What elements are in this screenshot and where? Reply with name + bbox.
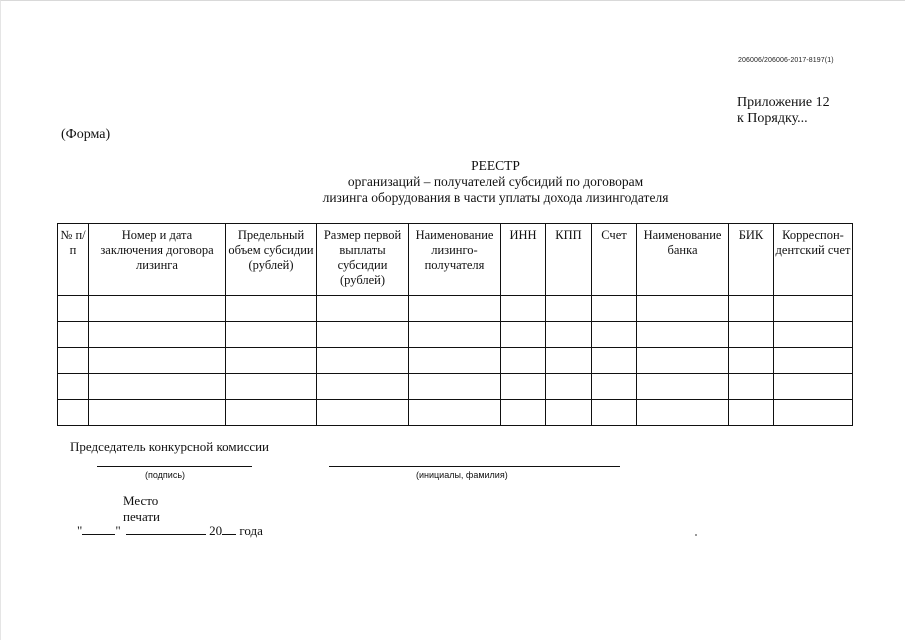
table-row xyxy=(58,374,853,400)
table-cell xyxy=(592,400,637,426)
header-number: № п/п xyxy=(58,224,89,296)
table-cell xyxy=(637,400,729,426)
table-cell xyxy=(409,374,501,400)
appendix-line-2: к Порядку... xyxy=(737,111,808,126)
table-row xyxy=(58,296,853,322)
header-max-subsidy: Предельный объем субсидии (рублей) xyxy=(226,224,317,296)
table-cell xyxy=(89,348,226,374)
table-cell xyxy=(89,296,226,322)
table-cell xyxy=(637,322,729,348)
title-line-1: РЕЕСТР xyxy=(471,158,520,173)
table-cell xyxy=(592,296,637,322)
table-cell xyxy=(774,348,853,374)
table-cell xyxy=(729,400,774,426)
header-bank-name: Наименование банка xyxy=(637,224,729,296)
table-cell xyxy=(637,348,729,374)
header-bik: БИК xyxy=(729,224,774,296)
table-cell xyxy=(729,348,774,374)
table-cell xyxy=(501,348,546,374)
stamp-place-label: Место печати xyxy=(123,493,161,524)
table-cell xyxy=(501,296,546,322)
year-suffix: года xyxy=(239,523,263,538)
table-cell xyxy=(501,374,546,400)
table-cell xyxy=(58,348,89,374)
table-cell xyxy=(226,348,317,374)
header-first-payment: Размер первой выплаты субсидии (рублей) xyxy=(317,224,409,296)
table-cell xyxy=(546,400,592,426)
table-cell xyxy=(546,322,592,348)
table-cell xyxy=(592,322,637,348)
table-cell xyxy=(546,296,592,322)
header-lessee-name: Наименование лизинго-получателя xyxy=(409,224,501,296)
table-header-row xyxy=(58,224,853,296)
month-blank xyxy=(126,522,206,535)
chairman-label: Председатель конкурсной комиссии xyxy=(70,439,270,454)
table-cell xyxy=(501,400,546,426)
appendix-reference xyxy=(737,95,830,127)
appendix-line-1: Приложение 12 xyxy=(737,95,830,110)
table-cell xyxy=(226,322,317,348)
signature-caption: (подпись) xyxy=(145,470,186,480)
table-cell xyxy=(729,296,774,322)
table-cell xyxy=(409,322,501,348)
table-cell xyxy=(409,348,501,374)
form-label: (Форма) xyxy=(61,127,111,142)
table-cell xyxy=(89,400,226,426)
table-cell xyxy=(317,296,409,322)
registry-table xyxy=(57,223,853,426)
table-cell xyxy=(546,348,592,374)
table-cell xyxy=(317,400,409,426)
table-cell xyxy=(58,296,89,322)
table-cell xyxy=(226,400,317,426)
table-cell xyxy=(89,374,226,400)
table-cell xyxy=(58,374,89,400)
table-cell xyxy=(774,400,853,426)
table-cell xyxy=(774,374,853,400)
table-cell xyxy=(409,400,501,426)
header-contract: Номер и дата заключения договора лизинга xyxy=(89,224,226,296)
scan-speck xyxy=(695,534,697,536)
table-cell xyxy=(637,296,729,322)
table-cell xyxy=(501,322,546,348)
header-account: Счет xyxy=(592,224,637,296)
table-cell xyxy=(729,374,774,400)
table-cell xyxy=(58,400,89,426)
name-caption: (инициалы, фамилия) xyxy=(416,470,508,480)
signature-line xyxy=(97,466,252,467)
header-inn: ИНН xyxy=(501,224,546,296)
table-row xyxy=(58,322,853,348)
table-cell xyxy=(89,322,226,348)
table-cell xyxy=(226,296,317,322)
table-cell xyxy=(317,322,409,348)
table-cell xyxy=(317,374,409,400)
name-line xyxy=(329,466,620,467)
table-cell xyxy=(729,322,774,348)
header-corr-account: Корреспон-дентский счет xyxy=(774,224,853,296)
date-open-quote: " xyxy=(77,523,83,538)
day-blank xyxy=(82,522,115,535)
table-cell xyxy=(592,374,637,400)
table-row xyxy=(58,348,853,374)
document-title xyxy=(1,158,905,206)
table-cell xyxy=(774,322,853,348)
year-blank xyxy=(222,522,236,535)
table-cell xyxy=(637,374,729,400)
table-cell xyxy=(546,374,592,400)
table-cell xyxy=(58,322,89,348)
date-field xyxy=(77,522,263,539)
table-cell xyxy=(592,348,637,374)
table-cell xyxy=(226,374,317,400)
table-row xyxy=(58,400,853,426)
table-cell xyxy=(774,296,853,322)
title-line-3: лизинга оборудования в части уплаты дохода лизингодателя xyxy=(322,190,669,205)
document-code: 206006/206006-2017-8197(1) xyxy=(738,57,834,64)
year-prefix: 20 xyxy=(209,523,223,538)
table-cell xyxy=(409,296,501,322)
title-line-2: организаций – получателей субсидий по договорам xyxy=(347,174,644,189)
header-kpp: КПП xyxy=(546,224,592,296)
table-cell xyxy=(317,348,409,374)
date-mid-quote: " xyxy=(115,523,121,538)
